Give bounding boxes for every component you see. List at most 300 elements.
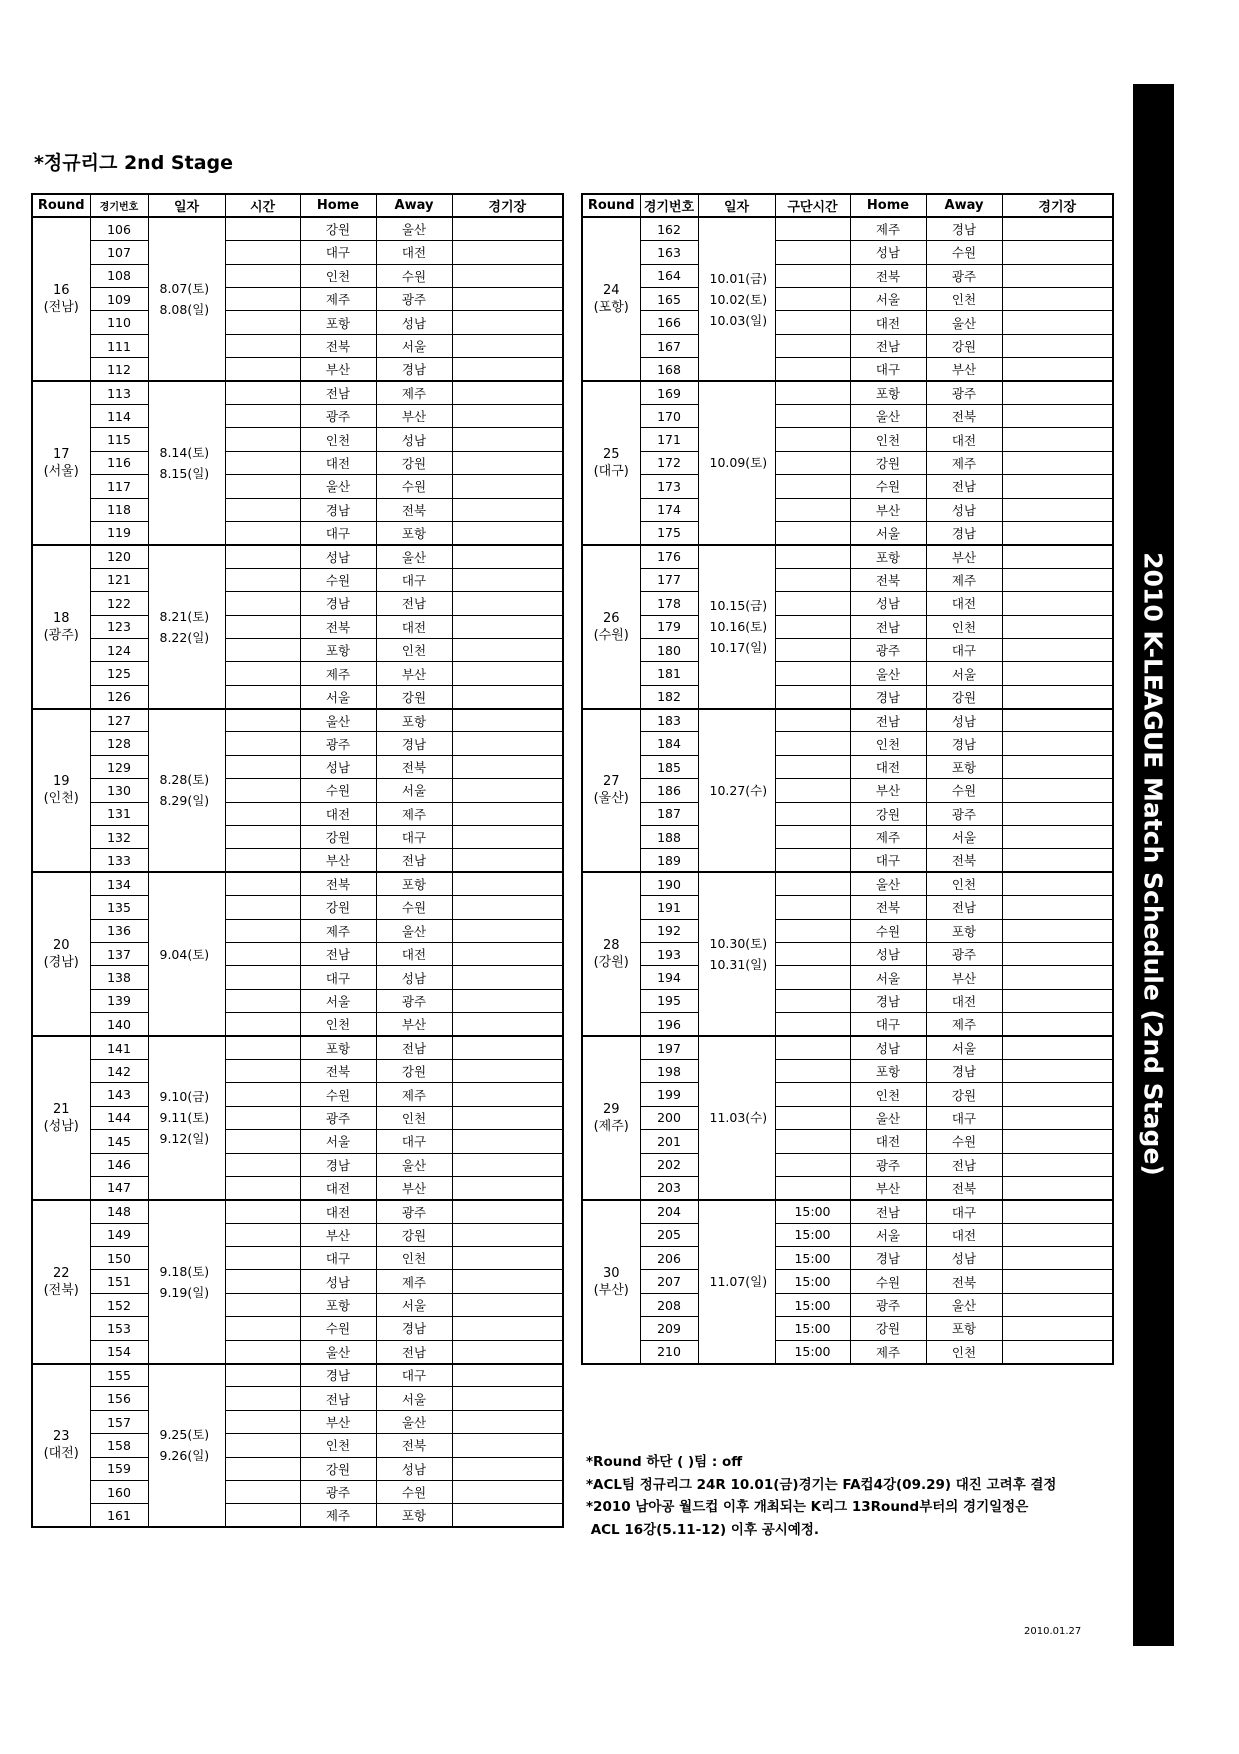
stadium — [452, 1317, 563, 1340]
match-number: 138 — [90, 966, 148, 989]
match-number: 112 — [90, 358, 148, 381]
table-row — [582, 966, 1113, 989]
away-team: 강원 — [926, 334, 1002, 357]
match-number: 169 — [640, 381, 698, 404]
table-row — [32, 966, 563, 989]
table-row — [582, 849, 1113, 872]
table-row — [582, 451, 1113, 474]
stadium — [452, 568, 563, 591]
away-team: 대전 — [926, 428, 1002, 451]
table-row — [582, 779, 1113, 802]
table-row — [32, 1130, 563, 1153]
table-row — [582, 989, 1113, 1012]
stadium — [452, 1364, 563, 1387]
away-team: 울산 — [926, 311, 1002, 334]
match-time: 15:00 — [775, 1200, 850, 1223]
match-time — [775, 545, 850, 568]
away-team: 전북 — [926, 1176, 1002, 1199]
round-number: 19 — [52, 774, 70, 790]
stadium — [452, 1153, 563, 1176]
round-off-team: (포항) — [593, 300, 629, 316]
stadium — [452, 1480, 563, 1503]
match-time — [225, 1247, 300, 1270]
table-row — [582, 241, 1113, 264]
away-team: 인천 — [376, 1247, 452, 1270]
stadium — [452, 615, 563, 638]
table-row — [582, 1013, 1113, 1036]
home-team: 부산 — [300, 358, 376, 381]
table-row — [582, 1293, 1113, 1316]
page-title: *정규리그 2nd Stage — [34, 152, 234, 174]
away-team: 부산 — [926, 545, 1002, 568]
table-row — [32, 1223, 563, 1246]
match-number: 147 — [90, 1176, 148, 1199]
match-time — [775, 943, 850, 966]
match-time — [225, 1013, 300, 1036]
away-team: 제주 — [376, 381, 452, 404]
home-team: 제주 — [300, 662, 376, 685]
away-team: 수원 — [926, 779, 1002, 802]
match-number: 116 — [90, 451, 148, 474]
match-date: 8.29(일) — [159, 793, 210, 809]
match-time — [225, 451, 300, 474]
header-away: Away — [926, 194, 1002, 217]
table-row — [32, 592, 563, 615]
away-team: 광주 — [926, 943, 1002, 966]
away-team: 대전 — [926, 989, 1002, 1012]
match-time — [225, 826, 300, 849]
away-team: 대구 — [926, 1106, 1002, 1129]
table-row — [582, 732, 1113, 755]
match-number: 200 — [640, 1106, 698, 1129]
round-off-team: (서울) — [43, 463, 79, 479]
match-date: 9.26(일) — [159, 1448, 210, 1464]
home-team: 광주 — [300, 1106, 376, 1129]
home-team: 대구 — [850, 849, 926, 872]
match-number: 191 — [640, 896, 698, 919]
stadium — [452, 709, 563, 732]
away-team: 인천 — [376, 638, 452, 661]
match-time — [225, 638, 300, 661]
away-team: 전남 — [926, 475, 1002, 498]
match-time — [775, 521, 850, 544]
match-number: 127 — [90, 709, 148, 732]
match-number: 125 — [90, 662, 148, 685]
match-number: 196 — [640, 1013, 698, 1036]
away-team: 인천 — [926, 872, 1002, 895]
match-time — [225, 896, 300, 919]
away-team: 포항 — [376, 872, 452, 895]
table-row — [582, 498, 1113, 521]
date-cell — [698, 217, 775, 381]
away-team: 전북 — [376, 755, 452, 778]
round-cell — [582, 217, 640, 381]
away-team: 강원 — [926, 685, 1002, 708]
stadium — [452, 989, 563, 1012]
match-number: 206 — [640, 1247, 698, 1270]
match-number: 198 — [640, 1059, 698, 1082]
match-time — [225, 311, 300, 334]
match-time — [225, 1059, 300, 1082]
home-team: 경남 — [300, 498, 376, 521]
match-time — [225, 358, 300, 381]
match-date: 10.31(일) — [709, 957, 768, 973]
match-number: 203 — [640, 1176, 698, 1199]
table-row — [32, 662, 563, 685]
home-team: 대구 — [300, 241, 376, 264]
match-time — [775, 802, 850, 825]
match-number: 113 — [90, 381, 148, 404]
date-cell — [148, 217, 225, 381]
away-team: 광주 — [376, 989, 452, 1012]
away-team: 부산 — [376, 405, 452, 428]
home-team: 강원 — [300, 1457, 376, 1480]
match-time — [225, 872, 300, 895]
away-team: 부산 — [376, 1013, 452, 1036]
stadium — [452, 217, 563, 240]
away-team: 부산 — [376, 1176, 452, 1199]
match-number: 197 — [640, 1036, 698, 1059]
home-team: 전북 — [300, 334, 376, 357]
table-row — [582, 943, 1113, 966]
match-time — [225, 849, 300, 872]
round-off-team: (광주) — [43, 627, 79, 643]
table-row — [32, 358, 563, 381]
home-team: 경남 — [300, 1364, 376, 1387]
home-team: 대전 — [300, 802, 376, 825]
stadium — [1002, 568, 1113, 591]
home-team: 전북 — [300, 872, 376, 895]
match-time — [225, 1130, 300, 1153]
match-time — [225, 966, 300, 989]
match-time — [225, 1153, 300, 1176]
home-team: 인천 — [300, 1013, 376, 1036]
table-row — [582, 638, 1113, 661]
table-row — [32, 521, 563, 544]
away-team: 서울 — [926, 662, 1002, 685]
round-cell — [32, 381, 90, 545]
match-time — [225, 1036, 300, 1059]
match-time — [775, 638, 850, 661]
home-team: 광주 — [850, 1293, 926, 1316]
match-number: 204 — [640, 1200, 698, 1223]
match-date: 9.19(일) — [159, 1284, 210, 1300]
match-time — [225, 1176, 300, 1199]
table-row — [32, 802, 563, 825]
stadium — [452, 1083, 563, 1106]
match-time — [225, 1434, 300, 1457]
home-team: 전남 — [850, 615, 926, 638]
match-time — [775, 826, 850, 849]
stadium — [1002, 381, 1113, 404]
match-date: 8.21(토) — [159, 608, 210, 624]
match-number: 153 — [90, 1317, 148, 1340]
match-time — [225, 802, 300, 825]
home-team: 울산 — [850, 405, 926, 428]
home-team: 포항 — [300, 311, 376, 334]
home-team: 강원 — [300, 217, 376, 240]
away-team: 대전 — [926, 592, 1002, 615]
home-team: 수원 — [850, 475, 926, 498]
table-row — [582, 802, 1113, 825]
home-team: 울산 — [850, 1106, 926, 1129]
stadium — [452, 849, 563, 872]
table-row — [32, 1293, 563, 1316]
match-time — [225, 428, 300, 451]
away-team: 성남 — [926, 1247, 1002, 1270]
away-team: 제주 — [926, 568, 1002, 591]
match-date: 8.07(토) — [159, 281, 210, 297]
match-time — [225, 1317, 300, 1340]
match-number: 156 — [90, 1387, 148, 1410]
table-row — [32, 1364, 563, 1387]
away-team: 성남 — [376, 966, 452, 989]
match-time — [775, 1013, 850, 1036]
round-off-team: (울산) — [593, 791, 629, 807]
away-team: 전남 — [376, 849, 452, 872]
header-away: Away — [376, 194, 452, 217]
away-team: 서울 — [376, 1387, 452, 1410]
home-team: 광주 — [850, 638, 926, 661]
stadium — [1002, 1153, 1113, 1176]
match-time — [225, 1387, 300, 1410]
away-team: 강원 — [926, 1083, 1002, 1106]
stadium — [1002, 802, 1113, 825]
notes — [586, 1451, 1056, 1541]
home-team: 수원 — [300, 1083, 376, 1106]
table-row — [582, 1340, 1113, 1363]
match-time — [225, 264, 300, 287]
round-number: 22 — [52, 1265, 70, 1281]
table-row — [32, 568, 563, 591]
match-time — [225, 615, 300, 638]
match-number: 208 — [640, 1293, 698, 1316]
match-time — [775, 732, 850, 755]
table-row — [582, 919, 1113, 942]
home-team: 경남 — [300, 592, 376, 615]
round-cell — [32, 1364, 90, 1528]
home-team: 서울 — [300, 989, 376, 1012]
away-team: 광주 — [926, 381, 1002, 404]
table-row — [32, 849, 563, 872]
away-team: 경남 — [926, 1059, 1002, 1082]
match-time — [225, 592, 300, 615]
match-time — [225, 779, 300, 802]
stadium — [452, 381, 563, 404]
table-row — [582, 1223, 1113, 1246]
match-date: 11.03(수) — [709, 1110, 768, 1126]
home-team: 성남 — [300, 545, 376, 568]
away-team: 경남 — [376, 1317, 452, 1340]
home-team: 전남 — [300, 1387, 376, 1410]
note-line: *Round 하단 ( )팀 : off — [586, 1454, 743, 1470]
home-team: 성남 — [300, 1270, 376, 1293]
match-date: 10.16(토) — [709, 619, 768, 635]
away-team: 서울 — [376, 334, 452, 357]
match-date: 11.07(일) — [709, 1274, 768, 1290]
stadium — [1002, 638, 1113, 661]
match-time — [775, 311, 850, 334]
match-time — [225, 919, 300, 942]
away-team: 전남 — [926, 1153, 1002, 1176]
table-row — [32, 1200, 563, 1223]
home-team: 서울 — [850, 521, 926, 544]
stadium — [452, 311, 563, 334]
match-number: 136 — [90, 919, 148, 942]
stadium — [452, 638, 563, 661]
home-team: 포항 — [850, 1059, 926, 1082]
round-cell — [32, 545, 90, 709]
stadium — [1002, 826, 1113, 849]
match-date: 10.01(금) — [709, 270, 768, 286]
stadium — [452, 779, 563, 802]
match-number: 207 — [640, 1270, 698, 1293]
stadium — [452, 943, 563, 966]
match-number: 141 — [90, 1036, 148, 1059]
away-team: 울산 — [376, 1153, 452, 1176]
home-team: 전남 — [300, 381, 376, 404]
table-row — [32, 1247, 563, 1270]
table-row — [32, 451, 563, 474]
away-team: 전남 — [926, 896, 1002, 919]
round-cell — [32, 217, 90, 381]
round-number: 28 — [602, 938, 620, 954]
home-team: 성남 — [300, 755, 376, 778]
away-team: 전북 — [926, 849, 1002, 872]
round-number: 23 — [52, 1429, 70, 1445]
match-number: 137 — [90, 943, 148, 966]
match-number: 170 — [640, 405, 698, 428]
table-row — [582, 521, 1113, 544]
match-time: 15:00 — [775, 1317, 850, 1340]
table-row — [582, 709, 1113, 732]
match-date: 9.18(토) — [159, 1263, 210, 1279]
match-date: 9.11(토) — [159, 1110, 210, 1126]
match-number: 124 — [90, 638, 148, 661]
match-time — [775, 1176, 850, 1199]
away-team: 대구 — [376, 826, 452, 849]
stadium — [452, 475, 563, 498]
table-row — [32, 498, 563, 521]
round-cell — [582, 1036, 640, 1200]
stadium — [1002, 311, 1113, 334]
match-number: 134 — [90, 872, 148, 895]
home-team: 울산 — [300, 475, 376, 498]
match-time — [225, 334, 300, 357]
away-team: 포항 — [376, 1504, 452, 1527]
round-number: 24 — [602, 283, 620, 299]
match-date: 10.17(일) — [709, 640, 768, 656]
stadium — [1002, 288, 1113, 311]
document-date: 2010.01.27 — [1024, 1626, 1082, 1637]
stadium — [1002, 592, 1113, 615]
match-time — [225, 545, 300, 568]
away-team: 대구 — [376, 1130, 452, 1153]
round-number: 25 — [602, 446, 620, 462]
home-team: 수원 — [300, 779, 376, 802]
stadium — [1002, 428, 1113, 451]
match-date: 10.27(수) — [709, 782, 768, 798]
stadium — [1002, 1247, 1113, 1270]
table-row — [582, 1083, 1113, 1106]
away-team: 부산 — [926, 358, 1002, 381]
home-team: 광주 — [300, 405, 376, 428]
table-row — [32, 1434, 563, 1457]
table-row — [582, 826, 1113, 849]
match-time — [775, 475, 850, 498]
round-number: 17 — [52, 446, 70, 462]
match-date: 8.22(일) — [159, 629, 210, 645]
table-row — [32, 405, 563, 428]
side-banner — [1133, 84, 1174, 1646]
home-team: 대구 — [850, 1013, 926, 1036]
table-row — [32, 1013, 563, 1036]
match-number: 188 — [640, 826, 698, 849]
match-time — [775, 685, 850, 708]
match-number: 109 — [90, 288, 148, 311]
stadium — [1002, 943, 1113, 966]
away-team: 성남 — [926, 498, 1002, 521]
home-team: 제주 — [300, 1504, 376, 1527]
date-cell — [148, 709, 225, 873]
stadium — [1002, 241, 1113, 264]
match-number: 155 — [90, 1364, 148, 1387]
home-team: 포항 — [300, 638, 376, 661]
match-time — [225, 1364, 300, 1387]
match-number: 160 — [90, 1480, 148, 1503]
match-time — [775, 709, 850, 732]
date-cell — [148, 1036, 225, 1200]
home-team: 부산 — [300, 1410, 376, 1433]
away-team: 서울 — [926, 1036, 1002, 1059]
match-time — [225, 1223, 300, 1246]
stadium — [452, 1130, 563, 1153]
match-time — [225, 568, 300, 591]
header-stadium: 경기장 — [1002, 194, 1113, 217]
away-team: 전남 — [376, 1340, 452, 1363]
stadium — [452, 358, 563, 381]
home-team: 강원 — [300, 896, 376, 919]
away-team: 경남 — [926, 521, 1002, 544]
home-team: 제주 — [850, 217, 926, 240]
match-number: 192 — [640, 919, 698, 942]
match-time — [775, 288, 850, 311]
match-time — [225, 381, 300, 404]
header-round: Round — [582, 194, 640, 217]
table-row — [32, 709, 563, 732]
home-team: 전북 — [300, 1059, 376, 1082]
side-banner-title: 2010 K-LEAGUE Match Schedule (2nd Stage) — [1138, 552, 1168, 1176]
away-team: 포항 — [926, 755, 1002, 778]
match-number: 130 — [90, 779, 148, 802]
match-number: 131 — [90, 802, 148, 825]
home-team: 광주 — [300, 1480, 376, 1503]
table-row — [582, 896, 1113, 919]
match-time: 15:00 — [775, 1223, 850, 1246]
stadium — [1002, 896, 1113, 919]
home-team: 대전 — [300, 1176, 376, 1199]
match-date: 9.04(토) — [159, 946, 210, 962]
table-row — [32, 1317, 563, 1340]
round-number: 27 — [602, 774, 620, 790]
table-row — [32, 896, 563, 919]
table-row — [32, 1457, 563, 1480]
table-row — [582, 288, 1113, 311]
stadium — [1002, 755, 1113, 778]
match-number: 107 — [90, 241, 148, 264]
home-team: 대전 — [850, 755, 926, 778]
header-club-time: 구단시간 — [775, 194, 850, 217]
